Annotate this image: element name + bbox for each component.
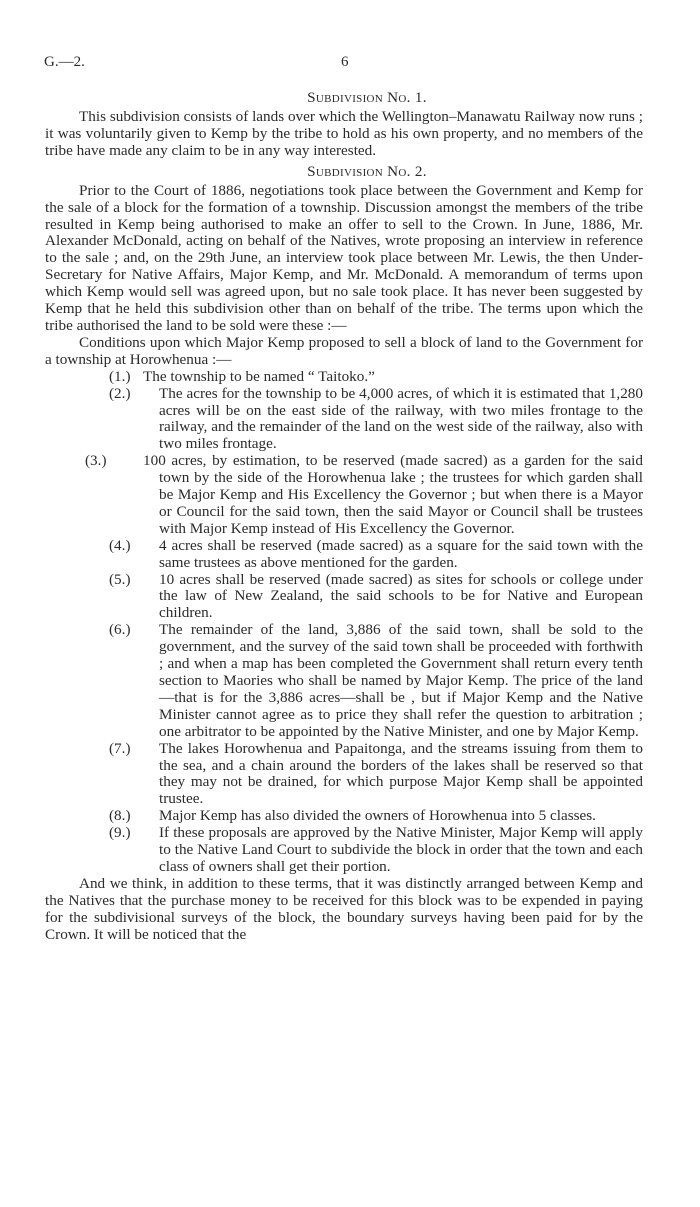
condition-item	[45, 386, 643, 454]
condition-text: 4 acres shall be reserved (made sacred) as a square for the said town with the same trustees as above mentioned for the garden.	[159, 536, 643, 571]
conditions-list	[45, 369, 643, 876]
conditions-intro: Conditions upon which Major Kemp proposed to sell a block of land to the Government for a township at Horowhenua :—	[45, 333, 643, 368]
condition-item	[45, 369, 643, 386]
subdivision-1-heading: Subdivision No. 1.	[307, 89, 427, 106]
condition-text: 100 acres, by estimation, to be reserved (made sacred) as a garden for the said town by the side of the Horowhenua lake ; the trustees for which garden shall be Major Kemp and His Excellency the Governor ; but when there is a Mayor or Council for the said town, then the said Mayor or Council shall be trustees with Major Kemp instead of His Excellency the Governor.	[143, 452, 643, 537]
condition-number: (8.)	[109, 807, 131, 825]
condition-text: The remainder of the land, 3,886 of the said town, shall be sold to the government, and the survey of the said town shall be proceeded with forthwith ; and when a map has been completed the Government shall return every tenth section to Maories who shall be named by Major Kemp. The price of the land—that is for the 3,886 acres—shall be , but if Major Kemp and the Native Minister cannot agree as to price they shall refer the question to arbitration ; one arbitrator to be appointed by the Native Minister, and one by Major Kemp.	[159, 621, 643, 740]
condition-text: The acres for the township to be 4,000 acres, of which it is estimated that 1,280 acres will be on the east side of the railway, with two miles frontage to the railway, and the remainder of the land on the west side of the railway, also with two miles frontage.	[159, 384, 643, 453]
document-code: G.—2.	[44, 54, 85, 70]
condition-number: (2.)	[109, 384, 131, 402]
condition-text: 10 acres shall be reserved (made sacred) as sites for schools or college under the law of New Zealand, the said schools to be for Native and European children.	[159, 570, 643, 622]
page-number: 6	[341, 54, 349, 70]
condition-text: Major Kemp has also divided the owners of Horowhenua into 5 classes.	[159, 807, 596, 825]
page-body	[45, 90, 643, 944]
subdivision-2-paragraph: Prior to the Court of 1886, negotiations took place between the Government and Kemp for the sale of a block for the formation of a township. Discussion amongst the members of the tribe resulted in Kemp being authorised to make an offer to sell to the Crown. In June, 1886, Mr. Alexander McDonald, acting on behalf of the Natives, wrote proposing an interview in reference to the sale ; and, on the 29th June, an interview took place between Mr. Lewis, the then Under-Secretary for Native Affairs, Major Kemp, and Mr. McDonald. A memorandum of terms upon which Kemp would sell was agreed upon, but no sale took place. It has never been suggested by Kemp that he held this subdivision other than on behalf of the tribe. The terms upon which the tribe authorised the land to be sold were these :—	[45, 181, 643, 334]
condition-number: (1.)	[109, 367, 131, 385]
condition-number: (7.)	[109, 739, 131, 757]
condition-text: The lakes Horowhenua and Papaitonga, and the streams issuing from them to the sea, and a chain around the borders of the lakes shall be reserved so that they may not be drained, for which purpose Major Kemp shall be appointed trustee.	[159, 739, 643, 808]
condition-item	[45, 453, 643, 538]
condition-item	[45, 572, 643, 623]
condition-text: If these proposals are approved by the Native Minister, Major Kemp will apply to the Native Land Court to subdivide the block in order that the town and each class of owners shall get their portion.	[159, 824, 643, 875]
condition-item	[45, 538, 643, 572]
condition-item	[45, 808, 643, 825]
condition-item	[45, 622, 643, 740]
subdivision-2-heading: Subdivision No. 2.	[307, 162, 427, 180]
condition-number: (6.)	[109, 621, 131, 639]
subdivision-1-paragraph: This subdivision consists of lands over which the Wellington–Manawatu Railway now runs ; it was voluntarily given to Kemp by the tribe to hold as his own property, and no members of the tribe have made any claim to be in any way interested.	[45, 108, 643, 159]
condition-number: (5.)	[109, 570, 131, 588]
closing-paragraph: And we think, in addition to these terms, that it was distinctly arranged between Kemp and the Natives that the purchase money to be received for this block was to be expended in paying for the subdivisional surveys of the block, the boundary surveys having been paid for by the Crown. It will be noticed that the	[45, 874, 643, 943]
running-header	[44, 54, 643, 72]
condition-item	[45, 825, 643, 876]
condition-number: (4.)	[109, 536, 131, 554]
condition-text: The township to be named “ Taitoko.”	[143, 367, 375, 385]
condition-number: (9.)	[109, 824, 131, 842]
condition-item	[45, 741, 643, 809]
condition-number: (3.)	[85, 452, 107, 470]
